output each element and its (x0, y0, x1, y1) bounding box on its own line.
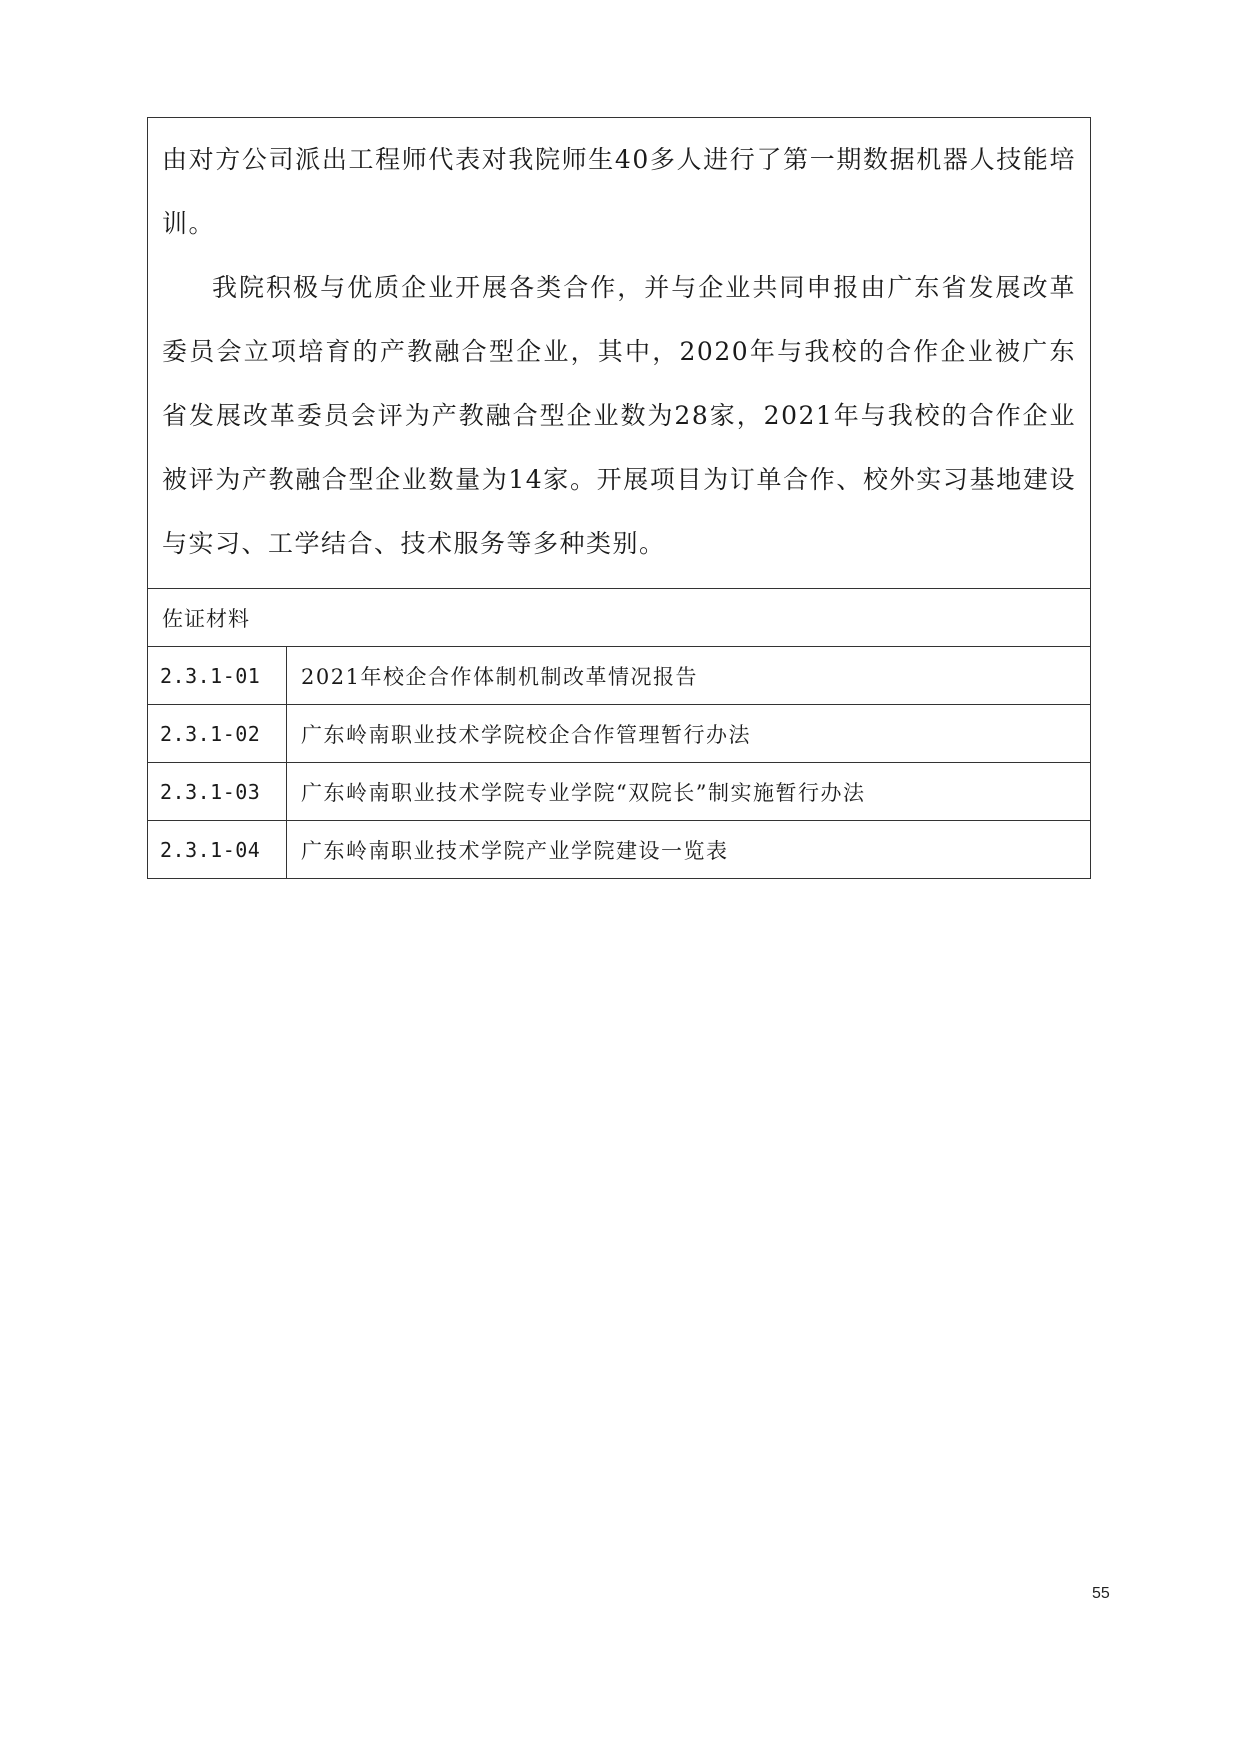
evidence-table (147, 117, 1091, 879)
paragraph: 由对方公司派出工程师代表对我院师生40多人进行了第一期数据机器人技能培训。 (162, 145, 1077, 238)
evidence-code: 2.3.1-01 (148, 647, 287, 705)
table-row (148, 705, 1091, 763)
evidence-code: 2.3.1-02 (148, 705, 287, 763)
evidence-title: 广东岭南职业技术学院专业学院“双院长”制实施暂行办法 (287, 763, 1091, 821)
evidence-title: 广东岭南职业技术学院校企合作管理暂行办法 (287, 705, 1091, 763)
evidence-title: 2021年校企合作体制机制改革情况报告 (287, 647, 1091, 705)
content-row (148, 118, 1091, 589)
page-number: 55 (1092, 1585, 1110, 1602)
evidence-title: 广东岭南职业技术学院产业学院建设一览表 (287, 821, 1091, 879)
evidence-header-row (148, 589, 1091, 647)
evidence-code: 2.3.1-03 (148, 763, 287, 821)
table-row (148, 763, 1091, 821)
paragraph: 我院积极与优质企业开展各类合作，并与企业共同申报由广东省发展改革委员会立项培育的产教融合型企业，其中，2020年与我校的合作企业被广东省发展改革委员会评为产教融合型企业数为28家，2021年与我校的合作企业被评为产教融合型企业数量为14家。开展项目为订单合作、校外实习基地建设与实习、工学结合、技术服务等多种类别。 (162, 273, 1077, 558)
content-cell (148, 118, 1091, 589)
table-row (148, 821, 1091, 879)
evidence-code: 2.3.1-04 (148, 821, 287, 879)
table-row (148, 647, 1091, 705)
evidence-header: 佐证材料 (148, 589, 1091, 647)
